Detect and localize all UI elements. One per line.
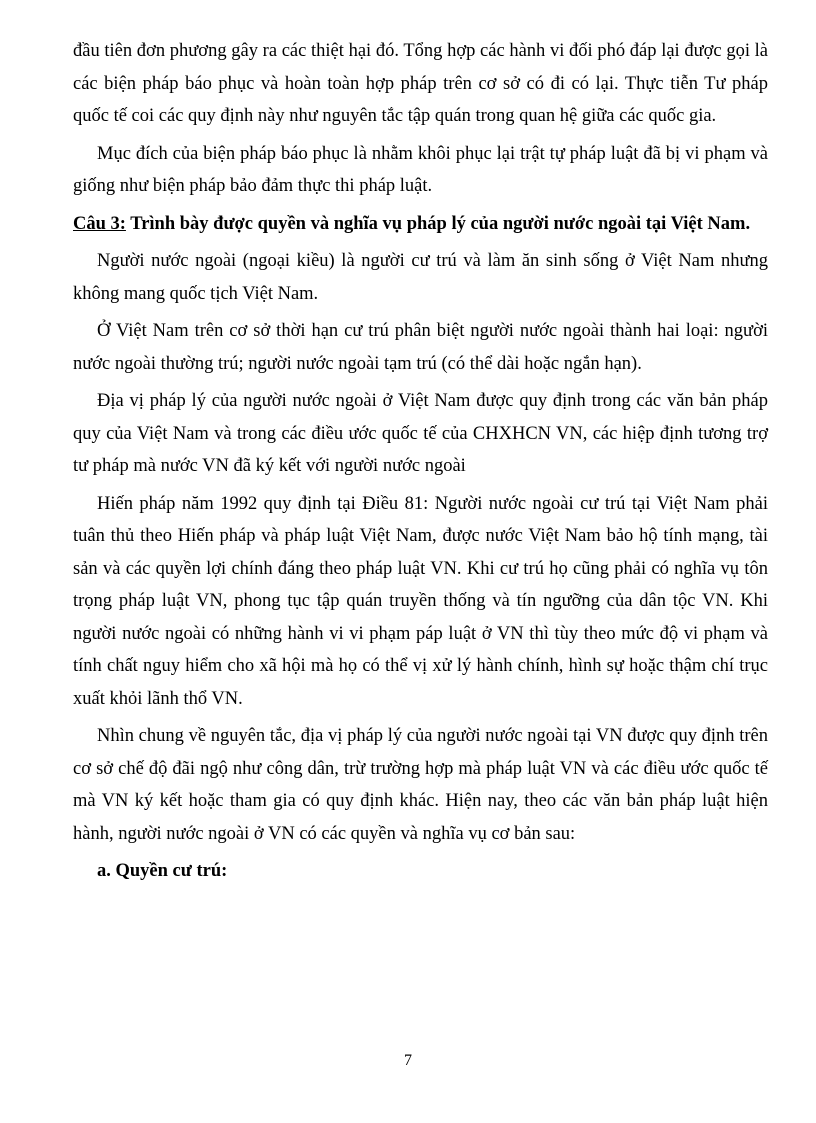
paragraph: Người nước ngoài (ngoại kiều) là người cư trú và làm ăn sinh sống ở Việt Nam nhưng không mang quốc tịch Việt Nam.: [73, 251, 768, 304]
paragraph: đầu tiên đơn phương gây ra các thiệt hại đó. Tổng hợp các hành vi đối phó đáp lại được gọi là các biện pháp báo phục và hoàn toàn hợp pháp trên cơ sở có đi có lại. Thực tiễn Tư pháp quốc tế coi các quy định này như nguyên tắc tập quán trong quan hệ giữa các quốc gia.: [73, 41, 768, 126]
document-page: [73, 35, 768, 888]
question-text: Trình bày được quyền và nghĩa vụ pháp lý của người nước ngoài tại Việt Nam.: [125, 213, 751, 234]
question-heading: [73, 208, 768, 241]
paragraph: Hiến pháp năm 1992 quy định tại Điều 81: Người nước ngoài cư trú tại Việt Nam phải tuân thủ theo Hiến pháp và pháp luật Việt Nam, được nước Việt Nam bảo hộ tính mạng, tài sản và các quyền lợi chính đáng theo pháp luật VN. Khi cư trú họ cũng phải có nghĩa vụ tôn trọng pháp luật VN, phong tục tập quán truyền thống và tín ngưỡng của dân tộc VN. Khi người nước ngoài có những hành vi vi phạm páp luật ở VN thì tùy theo mức độ vi phạm và tính chất nguy hiểm cho xã hội mà họ có thể vị xử lý hành chính, hình sự hoặc thậm chí trục xuất khỏi lãnh thổ VN.: [73, 493, 768, 709]
paragraph: Địa vị pháp lý của người nước ngoài ở Việt Nam được quy định trong các văn bản pháp quy của Việt Nam và trong các điều ước quốc tế của CHXHCN VN, các hiệp định tương trợ tư pháp mà nước VN đã ký kết với người nước ngoài: [73, 391, 768, 476]
paragraph: Ở Việt Nam trên cơ sở thời hạn cư trú phân biệt người nước ngoài thành hai loại: người nước ngoài thường trú; người nước ngoài tạm trú (có thể dài hoặc ngắn hạn).: [73, 321, 768, 374]
question-label: Câu 3:: [73, 213, 126, 234]
page-number: 7: [404, 1052, 412, 1069]
paragraph: Mục đích của biện pháp báo phục là nhằm khôi phục lại trật tự pháp luật đã bị vi phạm và giống như biện pháp bảo đảm thực thi pháp luật.: [73, 143, 768, 196]
paragraph: Nhìn chung về nguyên tắc, địa vị pháp lý của người nước ngoài tại VN được quy định trên cơ sở chế độ đãi ngộ như công dân, trừ trường hợp mà pháp luật VN và các điều ước quốc tế mà VN ký kết hoặc tham gia có quy định khác. Hiện nay, theo các văn bản pháp luật hiện hành, người nước ngoài ở VN có các quyền và nghĩa vụ cơ bản sau:: [73, 726, 768, 844]
subheading: a. Quyền cư trú:: [97, 861, 228, 881]
